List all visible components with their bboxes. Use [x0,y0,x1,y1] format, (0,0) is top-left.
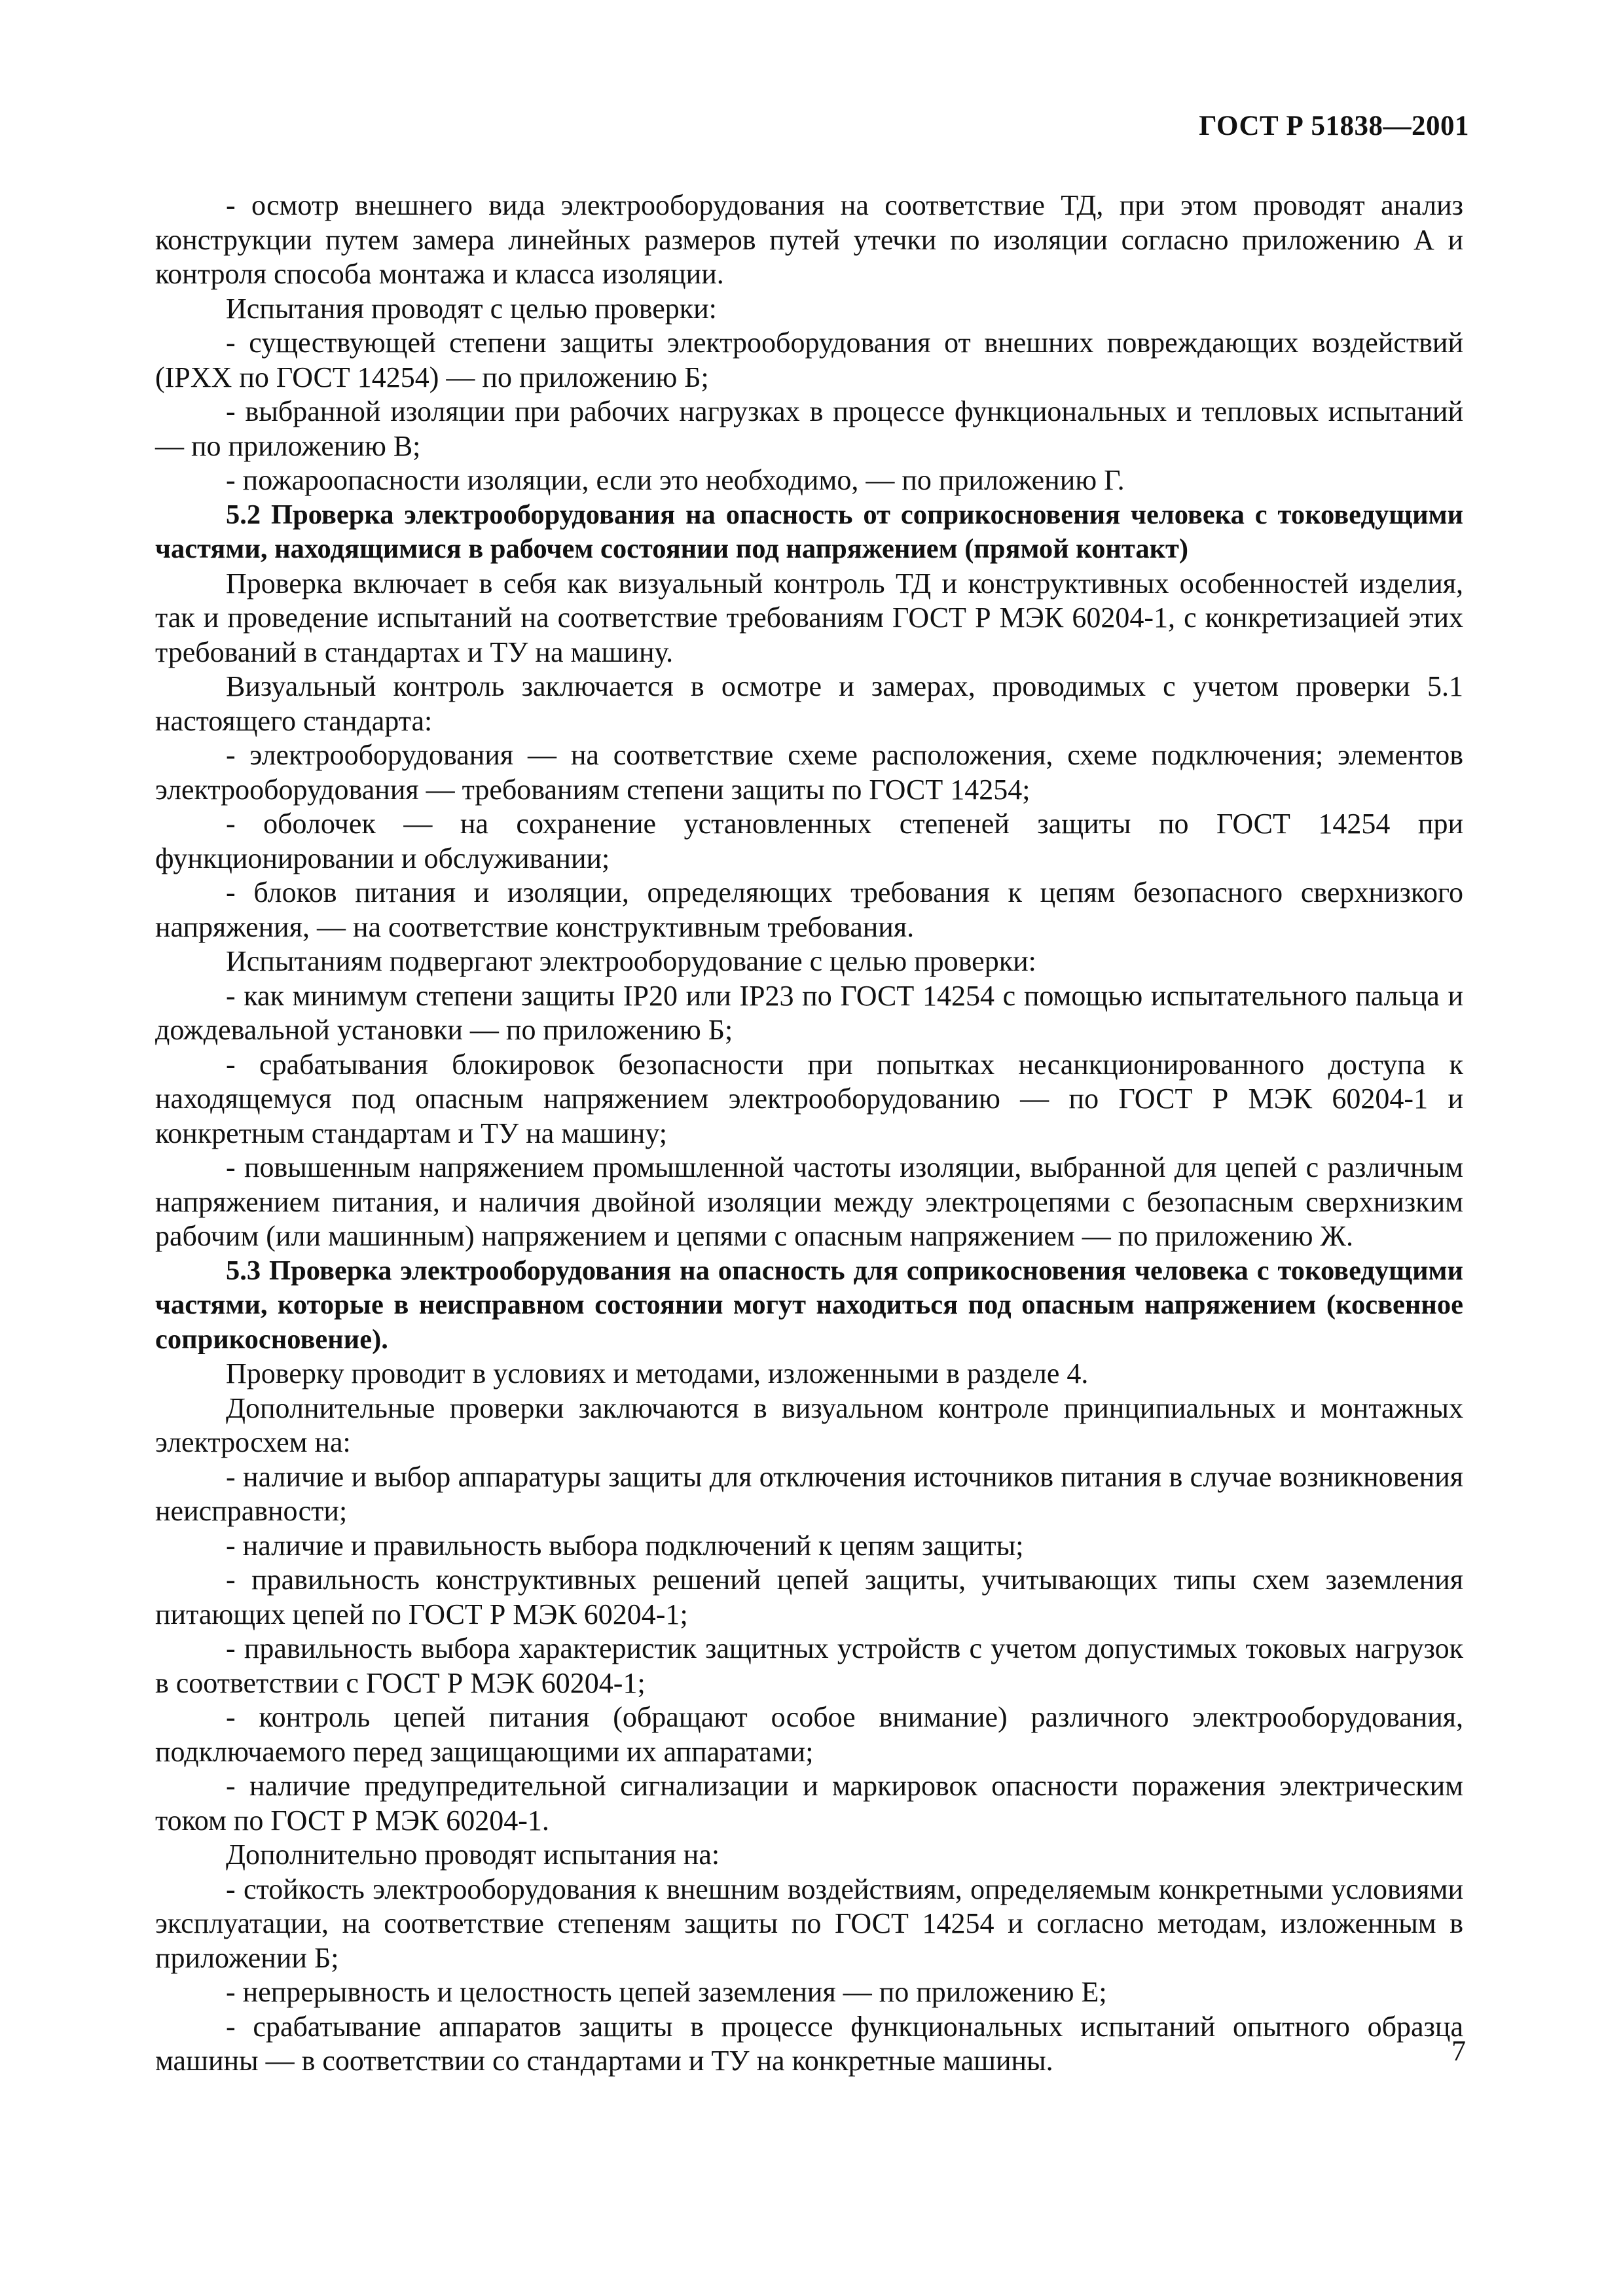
document-header-title: ГОСТ Р 51838—2001 [1199,111,1469,141]
paragraph: - существующей степени защиты электрооборудования от внешних повреждающих воздействий (IPXX по ГОСТ 14254) — по приложению Б; [155,327,1463,393]
paragraph: - контроль цепей питания (обращают особое внимание) различного электрооборудования, подключаемого перед защищающими их аппаратами; [155,1701,1463,1768]
paragraph: - правильность выбора характеристик защитных устройств с учетом допустимых токовых нагрузок в соответствии с ГОСТ Р МЭК 60204-1; [155,1632,1463,1699]
paragraph: - выбранной изоляции при рабочих нагрузках в процессе функциональных и тепловых испытаний — по приложению В; [155,395,1463,462]
paragraph: - наличие и выбор аппаратуры защиты для отключения источников питания в случае возникновения неисправности; [155,1460,1463,1527]
paragraph: - блоков питания и изоляции, определяющих требования к цепям безопасного сверхнизкого напряжения, — на соответствие конструктивным требования. [155,876,1463,943]
paragraph: - как минимум степени защиты IP20 или IP23 по ГОСТ 14254 с помощью испытательного пальца и дождевальной установки — по приложению Б; [155,979,1463,1046]
paragraph: Дополнительно проводят испытания на: [226,1839,720,1871]
paragraph: - наличие предупредительной сигнализации и маркировок опасности поражения электрическим током по ГОСТ Р МЭК 60204-1. [155,1770,1463,1837]
paragraph: Испытания проводят с целью проверки: [226,292,717,325]
paragraph: - осмотр внешнего вида электрооборудования на соответствие ТД, при этом проводят анализ конструкции путем замера линейных размеров путей утечки по изоляции согласно приложению А и контроля способа монтажа и класса изоляции. [155,189,1463,290]
paragraph: Визуальный контроль заключается в осмотре и замерах, проводимых с учетом проверки 5.1 настоящего стандарта: [155,670,1463,737]
document-body [155,188,1463,2079]
paragraph: - пожароопасности изоляции, если это необходимо, — по приложению Г. [226,464,1125,496]
paragraph: - срабатывания блокировок безопасности при попытках несанкционированного доступа к находящемуся под опасным напряжением электрооборудованию — по ГОСТ Р МЭК 60204-1 и конкретным стандартам и ТУ на машину; [155,1048,1463,1149]
paragraph: - срабатывание аппаратов защиты в процессе функциональных испытаний опытного образца машины — в соответствии со стандартами и ТУ на конкретные машины. [155,2010,1463,2077]
paragraph: Проверка включает в себя как визуальный контроль ТД и конструктивных особенностей изделия, так и проведение испытаний на соответствие требованиям ГОСТ Р МЭК 60204-1, с конкретизацией этих требований в стандартах и ТУ на машину. [155,567,1463,668]
paragraph: - электрооборудования — на соответствие схеме расположения, схеме подключения; элементов электрооборудования — требованиям степени защиты по ГОСТ 14254; [155,739,1463,806]
paragraph: Проверку проводит в условиях и методами, изложенными в разделе 4. [226,1357,1089,1390]
paragraph: - непрерывность и целостность цепей заземления — по приложению Е; [226,1976,1107,2008]
paragraph: - повышенным напряжением промышленной частоты изоляции, выбранной для цепей с различным напряжением питания, и наличия двойной изоляции между электроцепями с безопасным сверхнизким рабочим (или машинным) напряжением и цепями с опасным напряжением — по приложению Ж. [155,1151,1463,1252]
paragraph: - оболочек — на сохранение установленных степеней защиты по ГОСТ 14254 при функционировании и обслуживании; [155,808,1463,874]
paragraph: Испытаниям подвергают электрооборудование с целью проверки: [226,945,1036,977]
paragraph: - стойкость электрооборудования к внешним воздействиям, определяемым конкретными условиями эксплуатации, на соответствие степеням защиты по ГОСТ 14254 и согласно методам, изложенным в приложении Б; [155,1873,1463,1974]
paragraph: - правильность конструктивных решений цепей защиты, учитывающих типы схем заземления питающих цепей по ГОСТ Р МЭК 60204-1; [155,1564,1463,1630]
page-number: 7 [1451,2035,1466,2067]
paragraph: - наличие и правильность выбора подключений к цепям защиты; [226,1529,1024,1562]
section-heading-5-2: 5.2 Проверка электрооборудования на опасность от соприкосновения человека с токоведущими частями, находящимися в рабочем состоянии под напряжением (прямой контакт) [155,499,1463,564]
section-heading-5-3: 5.3 Проверка электрооборудования на опасность для соприкосновения человека с токоведущими частями, которые в неисправном состоянии могут находиться под опасным напряжением (косвенное соприкосновение). [155,1255,1463,1355]
paragraph: Дополнительные проверки заключаются в визуальном контроле принципиальных и монтажных электросхем на: [155,1391,1463,1458]
